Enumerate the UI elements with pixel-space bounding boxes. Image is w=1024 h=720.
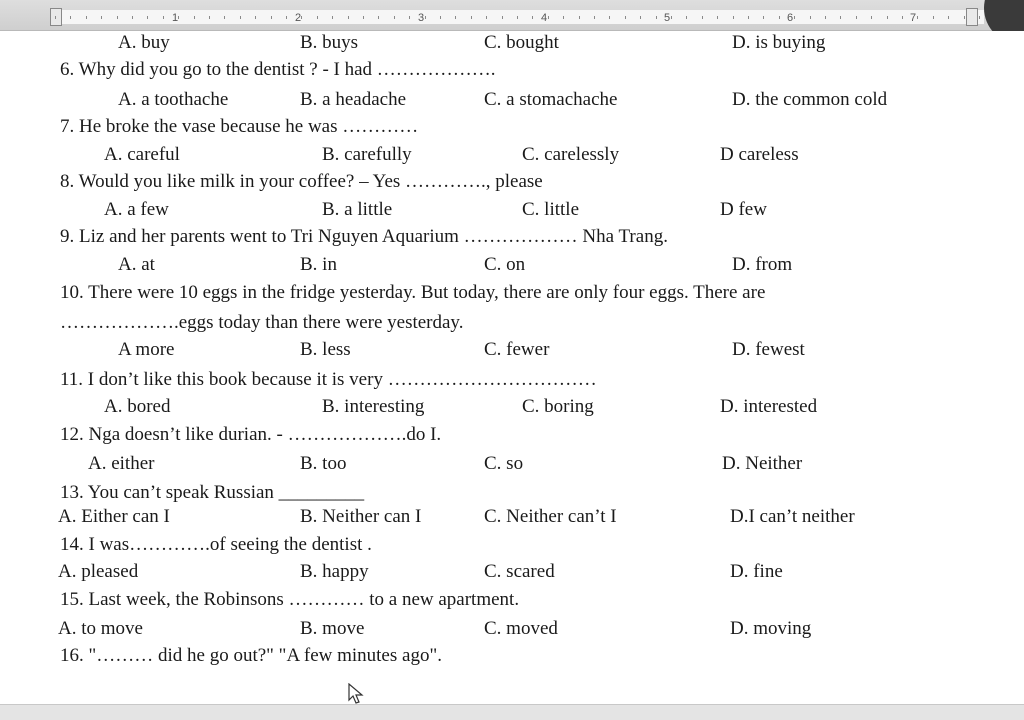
ruler-tick: [517, 16, 518, 19]
ruler-tick: [979, 16, 980, 19]
question-text: ……………….eggs today than there were yesterday.: [60, 312, 464, 333]
answer-option: B. move: [300, 618, 365, 639]
ruler-tick: [717, 16, 718, 19]
ruler-tick: [917, 16, 918, 19]
question-text: 14. I was………….of seeing the dentist .: [60, 534, 372, 555]
right-indent-marker[interactable]: [966, 8, 978, 26]
ruler-tick: [702, 16, 703, 19]
answer-option: B. a headache: [300, 89, 407, 110]
answer-option: C. a stomachache: [484, 89, 618, 110]
ruler-tick: [224, 16, 225, 19]
ruler-tick: [502, 16, 503, 19]
question-text: 15. Last week, the Robinsons ………… to a new apartment.: [60, 589, 520, 610]
answer-option: A. a toothache: [118, 89, 229, 110]
answer-option: D careless: [720, 144, 799, 165]
ruler-number: 3: [418, 12, 425, 24]
answer-option: D. is buying: [732, 32, 826, 53]
ruler-tick: [748, 16, 749, 19]
question-text: 12. Nga doesn’t like durian. - ……………….do I.: [60, 424, 442, 445]
ruler-tick: [563, 16, 564, 19]
ruler-tick: [871, 16, 872, 19]
answer-option: B. less: [300, 339, 351, 360]
ruler-tick: [178, 16, 179, 19]
question-text: 11. I don’t like this book because it is very ……………………………: [60, 369, 597, 390]
ruler-tick: [240, 16, 241, 19]
ruler-tick: [825, 16, 826, 19]
ruler-tick: [55, 16, 56, 19]
answer-option: C. little: [522, 199, 579, 220]
answer-option: A more: [118, 339, 175, 360]
answer-option: B. in: [300, 254, 337, 275]
horizontal-ruler[interactable]: [0, 0, 1024, 31]
answer-option: A. to move: [58, 618, 143, 639]
question-text: 8. Would you like milk in your coffee? – Yes …………., please: [60, 171, 543, 192]
question-text: 9. Liz and her parents went to Tri Nguyen Aquarium ……………… Nha Trang.: [60, 226, 668, 247]
answer-option: D. interested: [720, 396, 818, 417]
answer-option: C. Neither can’t I: [484, 506, 617, 527]
ruler-number: 5: [664, 12, 671, 24]
answer-option: A. a few: [104, 199, 169, 220]
answer-option: B. carefully: [322, 144, 412, 165]
mouse-pointer-icon: [348, 683, 364, 705]
answer-option: A. pleased: [58, 561, 139, 582]
answer-option: A. either: [88, 453, 155, 474]
ruler-tick: [856, 16, 857, 19]
document-page[interactable]: [0, 31, 1024, 704]
answer-option: D.I can’t neither: [730, 506, 855, 527]
answer-option: A. at: [118, 254, 155, 275]
question-text: 10. There were 10 eggs in the fridge yesterday. But today, there are only four eggs. There are: [60, 282, 766, 303]
ruler-tick: [332, 16, 333, 19]
ruler-tick: [425, 16, 426, 19]
ruler-tick: [656, 16, 657, 19]
answer-option: C. bought: [484, 32, 559, 53]
answer-option: D. from: [732, 254, 793, 275]
ruler-number: 7: [910, 12, 917, 24]
ruler-tick: [86, 16, 87, 19]
ruler-tick: [70, 16, 71, 19]
ruler-tick: [609, 16, 610, 19]
ruler-number: 6: [787, 12, 794, 24]
ruler-tick: [686, 16, 687, 19]
ruler-tick: [887, 16, 888, 19]
ruler-tick: [440, 16, 441, 19]
ruler-tick: [964, 16, 965, 19]
ruler-tick: [948, 16, 949, 19]
ruler-tick: [486, 16, 487, 19]
ruler-number: 2: [295, 12, 302, 24]
ruler-tick: [671, 16, 672, 19]
ruler-number: 4: [541, 12, 548, 24]
answer-option: B. Neither can I: [300, 506, 422, 527]
ruler-tick: [409, 16, 410, 19]
answer-option: B. happy: [300, 561, 369, 582]
ruler-tick: [132, 16, 133, 19]
ruler-tick: [794, 16, 795, 19]
answer-option: A. careful: [104, 144, 180, 165]
ruler-tick: [933, 16, 934, 19]
answer-option: A. Either can I: [58, 506, 170, 527]
question-text: 7. He broke the vase because he was …………: [60, 116, 419, 137]
ruler-tick: [271, 16, 272, 19]
ruler-tick: [625, 16, 626, 19]
answer-option: D few: [720, 199, 767, 220]
status-bar: [0, 704, 1024, 720]
answer-option: C. so: [484, 453, 524, 474]
ruler-tick: [394, 16, 395, 19]
answer-option: B. too: [300, 453, 347, 474]
ruler-tick: [194, 16, 195, 19]
answer-option: A. bored: [104, 396, 171, 417]
ruler-tick: [548, 16, 549, 19]
ruler-tick: [317, 16, 318, 19]
ruler-tick: [378, 16, 379, 19]
ruler-tick: [594, 16, 595, 19]
answer-option: B. interesting: [322, 396, 425, 417]
ruler-tick: [163, 16, 164, 19]
answer-option: D. Neither: [722, 453, 803, 474]
ruler-tick: [348, 16, 349, 19]
answer-option: C. boring: [522, 396, 594, 417]
answer-option: D. the common cold: [732, 89, 888, 110]
answer-option: A. buy: [118, 32, 170, 53]
answer-option: C. fewer: [484, 339, 550, 360]
ruler-tick: [532, 16, 533, 19]
answer-option: B. buys: [300, 32, 359, 53]
ruler-tick: [301, 16, 302, 19]
ruler-tick: [902, 16, 903, 19]
ruler-tick: [779, 16, 780, 19]
answer-option: C. carelessly: [522, 144, 620, 165]
ruler-tick: [840, 16, 841, 19]
ruler-tick: [255, 16, 256, 19]
ruler-tick: [209, 16, 210, 19]
answer-option: C. scared: [484, 561, 555, 582]
answer-option: D. moving: [730, 618, 812, 639]
ruler-tick: [471, 16, 472, 19]
ruler-tick: [147, 16, 148, 19]
question-text: 16. "……… did he go out?" "A few minutes ago".: [60, 645, 442, 666]
ruler-tick: [640, 16, 641, 19]
ruler-tick: [455, 16, 456, 19]
answer-option: B. a little: [322, 199, 393, 220]
ruler-tick: [117, 16, 118, 19]
question-text: 6. Why did you go to the dentist ? - I had ……………….: [60, 59, 496, 80]
question-text: 13. You can’t speak Russian _________: [60, 482, 365, 503]
ruler-tick: [363, 16, 364, 19]
ruler-number: 1: [172, 12, 179, 24]
ruler-tick: [763, 16, 764, 19]
answer-option: C. on: [484, 254, 526, 275]
answer-option: D. fewest: [732, 339, 805, 360]
ruler-tick: [810, 16, 811, 19]
ruler-tick: [579, 16, 580, 19]
ruler-tick: [286, 16, 287, 19]
answer-option: D. fine: [730, 561, 783, 582]
ruler-tick: [101, 16, 102, 19]
ruler-tick: [733, 16, 734, 19]
answer-option: C. moved: [484, 618, 558, 639]
left-indent-marker[interactable]: [50, 8, 62, 26]
